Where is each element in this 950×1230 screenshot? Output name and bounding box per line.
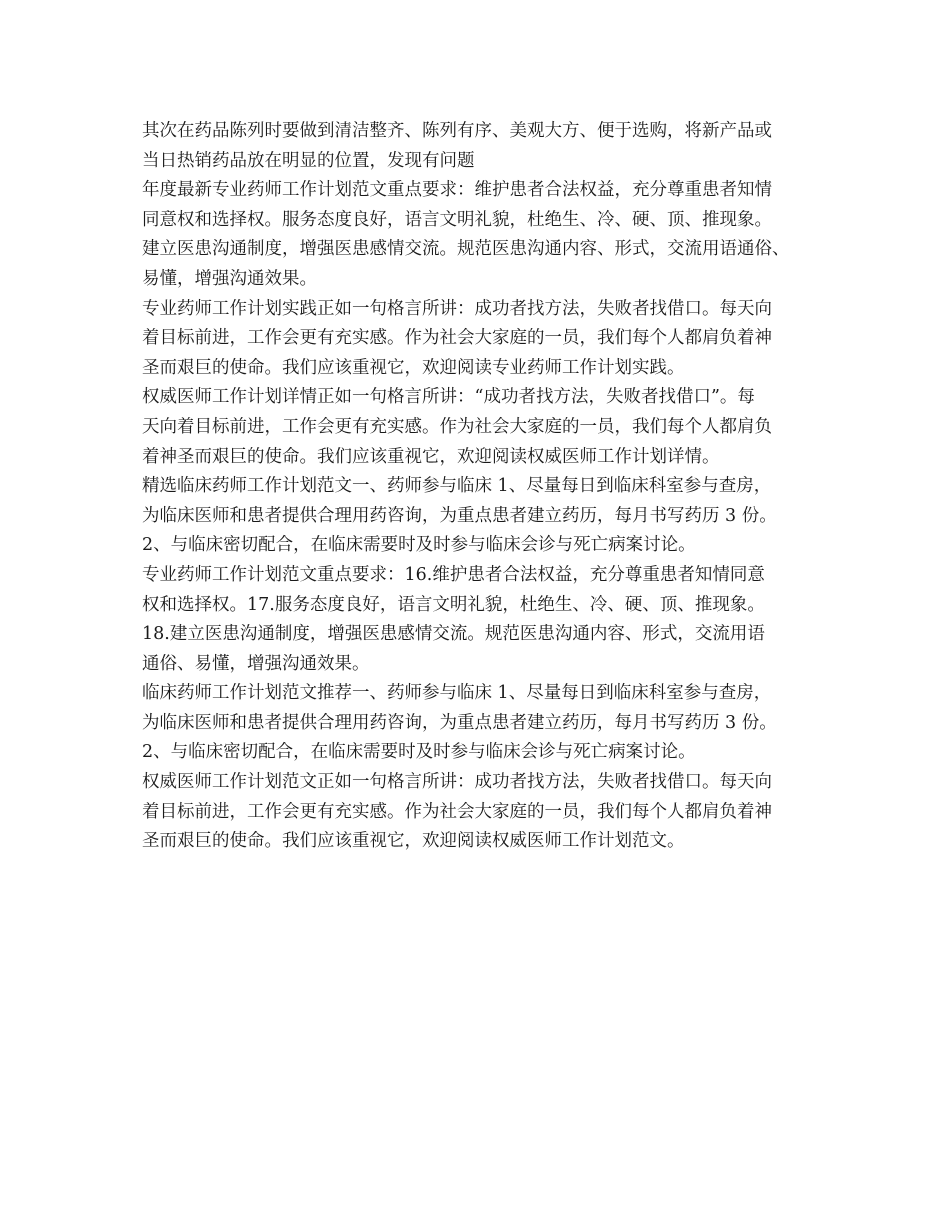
text-line: 2、与临床密切配合，在临床需要时及时参与临床会诊与死亡病案讨论。	[142, 535, 696, 556]
text-line: 着神圣而艰巨的使命。我们应该重视它，欢迎阅读权威医师工作计划详情。	[142, 446, 720, 467]
text-line: 着目标前进，工作会更有充实感。作为社会大家庭的一员，我们每个人都肩负着神	[142, 801, 772, 822]
text-line: 圣而艰巨的使命。我们应该重视它，欢迎阅读专业药师工作计划实践。	[142, 357, 685, 378]
text-line: 为临床医师和患者提供合理用药咨询，为重点患者建立药历，每月书写药历 3 份。	[142, 505, 777, 526]
text-line: 临床药师工作计划范文推荐一、药师参与临床 1、尽量每日到临床科室参与查房，	[142, 683, 772, 704]
body-text	[142, 117, 832, 857]
text-line: 年度最新专业药师工作计划范文重点要求：维护患者合法权益，充分尊重患者知情	[142, 180, 772, 201]
text-line: 建立医患沟通制度，增强医患感情交流。规范医患沟通内容、形式，交流用语通俗、	[142, 239, 790, 260]
text-line: 着目标前进，工作会更有充实感。作为社会大家庭的一员，我们每个人都肩负着神	[142, 328, 772, 349]
text-line: 同意权和选择权。服务态度良好，语言文明礼貌，杜绝生、冷、硬、顶、推现象。	[142, 209, 772, 230]
text-line: 其次在药品陈列时要做到清洁整齐、陈列有序、美观大方、便于选购，将新产品或	[142, 121, 772, 141]
text-line: 专业药师工作计划实践正如一句格言所讲：成功者找方法，失败者找借口。每天向	[142, 298, 772, 319]
text-line: 权威医师工作计划范文正如一句格言所讲：成功者找方法，失败者找借口。每天向	[142, 772, 772, 793]
text-line: 通俗、易懂，增强沟通效果。	[142, 653, 370, 674]
text-line: 18.建立医患沟通制度，增强医患感情交流。规范医患沟通内容、形式，交流用语	[142, 624, 765, 645]
text-line: 权威医师工作计划详情正如一句格言所讲：“成功者找方法，失败者找借口”。每	[142, 387, 755, 408]
text-line: 圣而艰巨的使命。我们应该重视它，欢迎阅读权威医师工作计划范文。	[142, 831, 685, 852]
text-line: 专业药师工作计划范文重点要求：16.维护患者合法权益，充分尊重患者知情同意	[142, 564, 765, 585]
text-line: 天向着目标前进，工作会更有充实感。作为社会大家庭的一员，我们每个人都肩负	[142, 416, 772, 437]
text-line: 权和选择权。17.服务态度良好，语言文明礼貌，杜绝生、冷、硬、顶、推现象。	[142, 594, 765, 615]
text-line: 精选临床药师工作计划范文一、药师参与临床 1、尽量每日到临床科室参与查房，	[142, 476, 772, 497]
text-line: 2、与临床密切配合，在临床需要时及时参与临床会诊与死亡病案讨论。	[142, 742, 696, 763]
text-line: 为临床医师和患者提供合理用药咨询，为重点患者建立药历，每月书写药历 3 份。	[142, 712, 777, 733]
text-line: 易懂，增强沟通效果。	[142, 268, 317, 289]
text-line: 当日热销药品放在明显的位置，发现有问题	[142, 150, 475, 171]
